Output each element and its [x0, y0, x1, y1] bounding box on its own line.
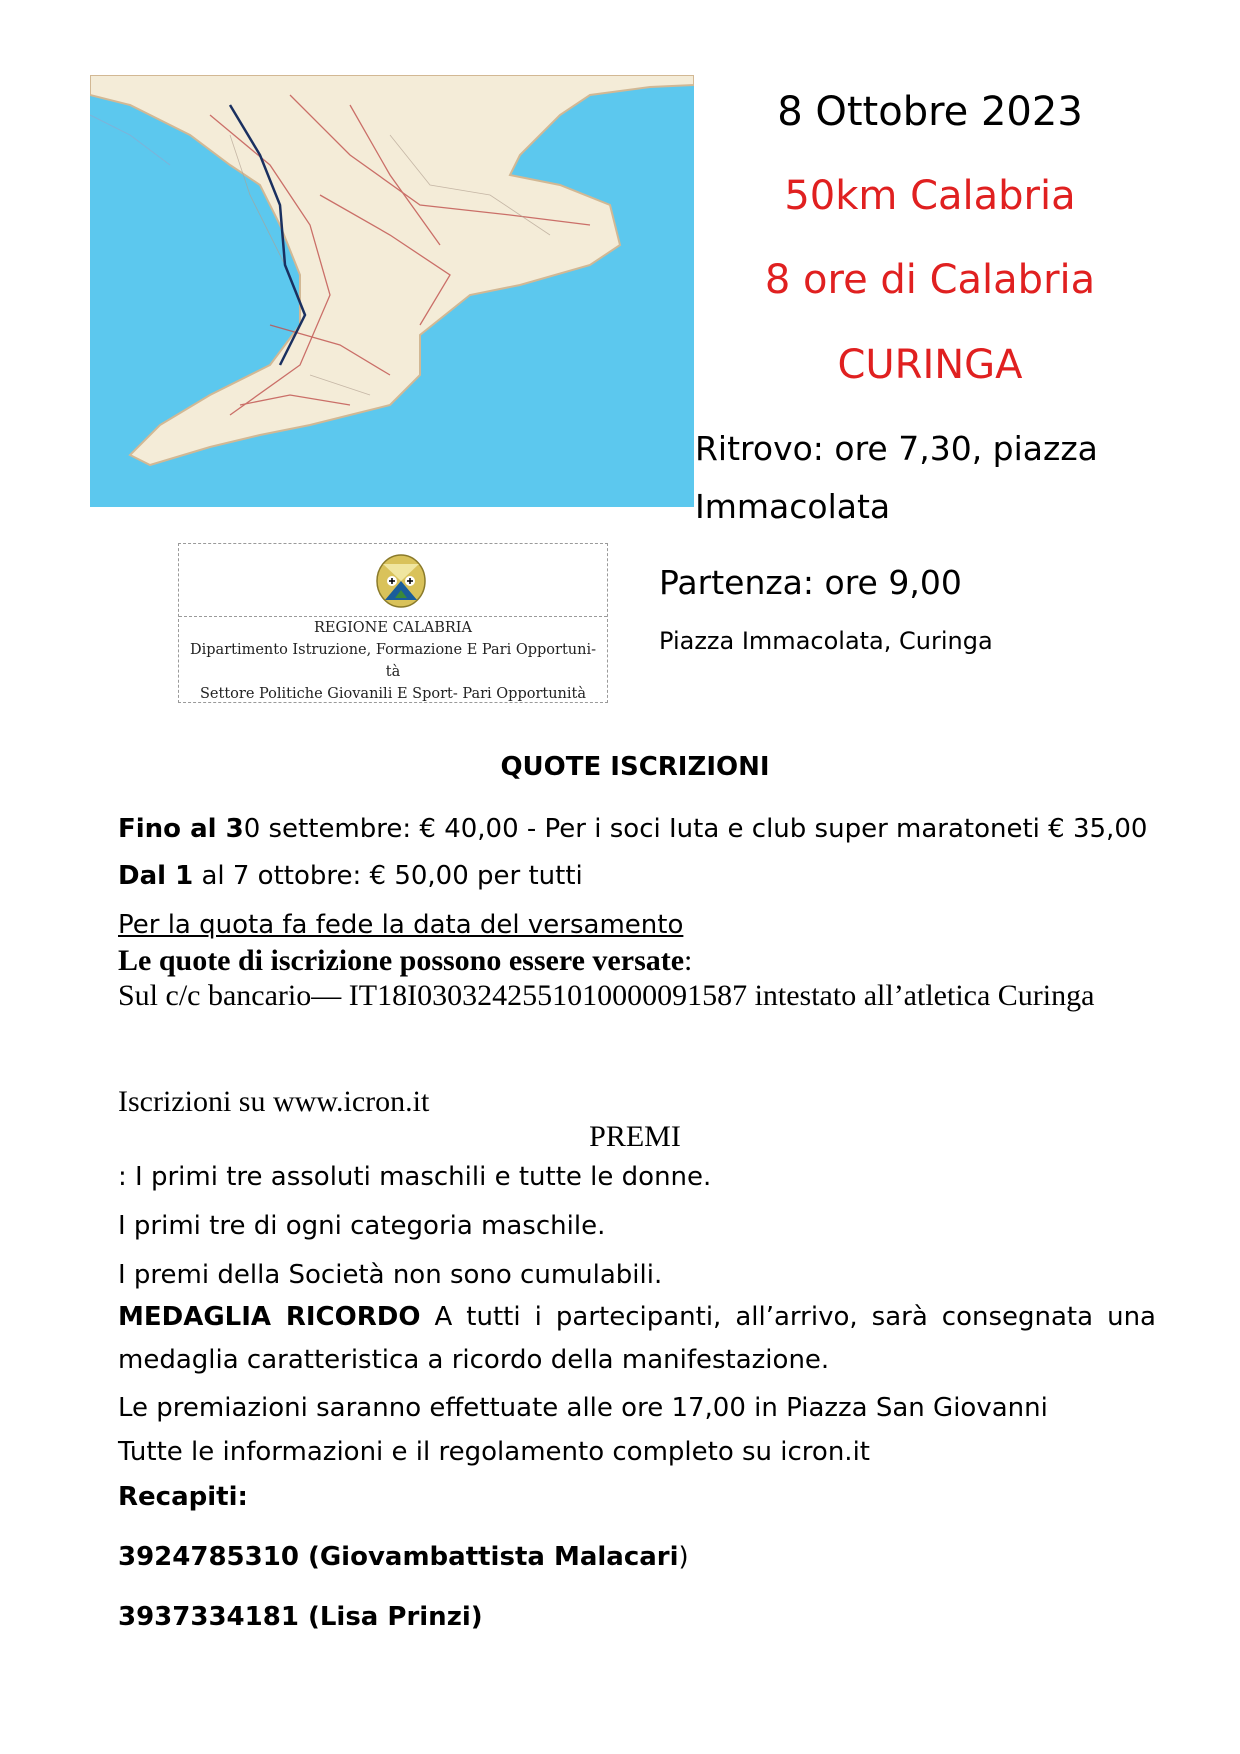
calabria-map [90, 75, 694, 507]
contact-1 [118, 1541, 1168, 1573]
fee-row-2-bold: Dal 1 [118, 861, 194, 891]
bank-details: Sul c/c bancario— IT18I0303242551010000091587 intestato all’atletica Curinga [118, 979, 1095, 1012]
awards-time: Le premiazioni saranno effettuate alle ore 17,00 in Piazza San Giovanni [118, 1393, 1048, 1423]
medal-paragraph [118, 1296, 1156, 1382]
fees-title: QUOTE ISCRIZIONI [500, 752, 770, 782]
start-place: Piazza Immacolata, Curinga [659, 627, 993, 655]
online-registration: Iscrizioni su www.icron.it [118, 1085, 430, 1118]
prizes-title: PREMI [589, 1120, 681, 1153]
contacts-title [118, 1481, 1168, 1513]
regione-calabria-logo [178, 543, 608, 703]
payment-heading [118, 944, 1168, 978]
ritrovo-line2: Immacolata [695, 487, 891, 526]
map-graphic [90, 75, 694, 507]
medal-text: A tutti i partecipanti, all’arrivo, sarà consegnata una medaglia caratteristica a ricordo della manifestazione. [118, 1302, 1156, 1375]
logo-line3: tà [385, 664, 401, 680]
prize-line-1: : I primi tre assoluti maschili e tutte le donne. [118, 1162, 712, 1192]
payment-heading-bold: Le quote di iscrizione possono essere versate [118, 944, 685, 977]
fee-row-1 [118, 813, 1168, 845]
regional-crest-icon [375, 554, 427, 608]
info-line: Tutte le informazioni e il regolamento completo su icron.it [118, 1437, 870, 1467]
fee-note-text: Per la quota fa fede la data del versamento [118, 910, 684, 940]
event-date: 8 Ottobre 2023 [777, 89, 1083, 135]
prize-line-2: I primi tre di ogni categoria maschile. [118, 1211, 606, 1241]
medal-bold: MEDAGLIA RICORDO [118, 1302, 421, 1332]
fee-note [118, 909, 1168, 941]
contact-1-text: 3924785310 (Giovambattista Malacari [118, 1542, 679, 1572]
town-name: CURINGA [837, 342, 1023, 388]
fee-row-2 [118, 860, 1168, 892]
prize-line-3: I premi della Società non sono cumulabili. [118, 1260, 663, 1290]
fee-row-1-text: 0 settembre: € 40,00 - Per i soci Iuta e club super maratoneti € 35,00 [243, 814, 1148, 844]
logo-line2: Dipartimento Istruzione, Formazione E Pari Opportuni- [190, 642, 596, 658]
race-50km: 50km Calabria [784, 173, 1076, 219]
ritrovo-line1: Ritrovo: ore 7,30, piazza [695, 429, 1098, 468]
contact-1-close: ) [678, 1542, 689, 1572]
contact-2 [118, 1601, 1168, 1633]
payment-heading-colon: : [684, 944, 693, 977]
contact-2-text: 3937334181 (Lisa Prinzi) [118, 1602, 483, 1632]
logo-line4: Settore Politiche Giovanili E Sport- Pari Opportunità [199, 686, 586, 702]
fee-row-1-bold: Fino al 3 [118, 814, 244, 844]
logo-line1: REGIONE CALABRIA [313, 620, 473, 636]
contacts-title-text: Recapiti: [118, 1482, 248, 1512]
race-8-ore: 8 ore di Calabria [764, 257, 1096, 303]
fee-row-2-text: al 7 ottobre: € 50,00 per tutti [193, 861, 583, 891]
partenza: Partenza: ore 9,00 [659, 563, 962, 602]
